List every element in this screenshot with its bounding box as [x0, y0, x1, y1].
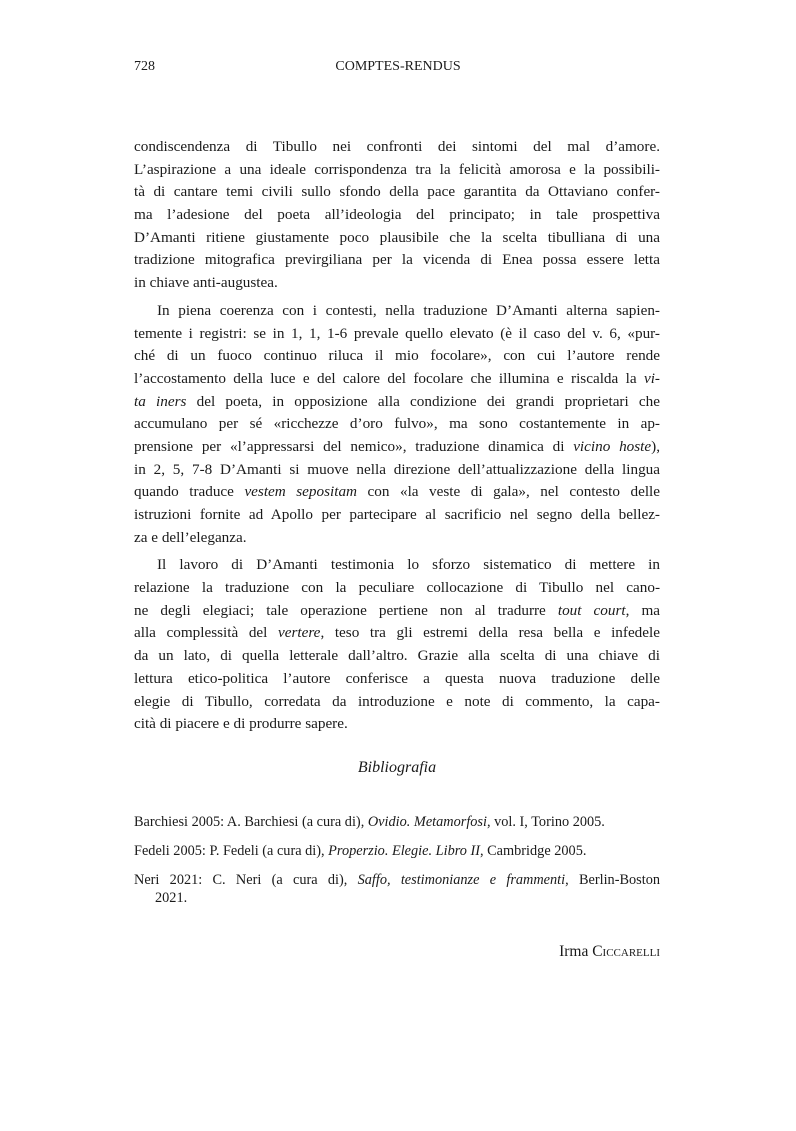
text-segment: za e dell’eleganza. — [134, 528, 247, 546]
bibliography-heading: Bibliografia — [357, 759, 437, 776]
signature-last-name: Ciccarelli — [592, 943, 660, 960]
text-segment: ché di un fuoco continuo riluca il mio focolare», con cui l’autore rende — [134, 347, 660, 365]
entry-continuation: 2021. — [155, 890, 188, 906]
italic-text: vertere — [277, 624, 321, 642]
italic-text: vicino hoste — [573, 437, 652, 455]
text-line — [134, 577, 660, 600]
italic-text: tout court — [557, 601, 626, 619]
text-segment: , vol. I, Torino 2005. — [486, 814, 605, 830]
text-segment: quando traduce — [134, 483, 245, 501]
text-line — [134, 136, 660, 159]
text-line — [134, 527, 660, 550]
paragraph — [134, 300, 660, 550]
text-line — [134, 323, 660, 346]
text-line — [134, 645, 660, 668]
text-segment: alla complessità del — [134, 624, 278, 642]
text-line — [134, 481, 660, 504]
text-segment: D’Amanti ritiene giustamente poco plausibile che la scelta tibulliana di una — [134, 228, 660, 246]
text-segment: del poeta, in opposizione alla condizione dei grandi proprietari che — [186, 392, 660, 410]
text-segment: accumulano per sé «ricchezze d’oro fulvo», ma sono costantemente in ap- — [134, 415, 660, 433]
text-segment: ne degli elegiaci; tale operazione pertiene non al tradurre — [134, 601, 558, 619]
text-segment: tradizione mitografica previrgiliana per la vicenda di Enea possa essere letta — [134, 251, 660, 269]
text-segment: in chiave anti-augustea. — [134, 274, 278, 292]
italic-text: Properzio. Elegie. Libro II — [328, 843, 480, 859]
entry-line — [134, 813, 660, 831]
text-segment: ), — [651, 437, 660, 455]
italic-text: vestem sepositam — [244, 483, 358, 501]
text-line — [134, 459, 660, 482]
text-line — [134, 413, 660, 436]
text-line — [134, 668, 660, 691]
text-segment: , Cambridge 2005. — [480, 843, 587, 859]
text-segment: lettura etico-politica l’autore conferisce a questa nuova traduzione delle — [134, 669, 660, 687]
paragraph — [134, 554, 660, 736]
entry-line — [134, 871, 660, 889]
text-line — [134, 159, 660, 182]
bibliography-entry — [134, 871, 660, 907]
text-line — [134, 181, 660, 204]
text-segment: prensione per «l’appressarsi del nemico», traduzione dinamica di — [134, 437, 574, 455]
text-segment: l’accostamento della luce e del calore del focolare che illumina e riscalda la — [134, 369, 644, 387]
text-line — [134, 622, 660, 645]
text-line — [134, 204, 660, 227]
italic-text: ta iners — [134, 392, 187, 410]
review-body — [134, 136, 660, 741]
italic-text: vi- — [643, 369, 660, 387]
text-segment: Barchiesi 2005: A. Barchiesi (a cura di), — [134, 814, 368, 830]
text-segment: L’aspirazione a una ideale corrispondenza tra la felicità amorosa e la possibili- — [134, 160, 660, 178]
text-segment: da un lato, di quella letterale dall’altro. Grazie alla scelta di una chiave di — [134, 647, 660, 665]
text-segment: con «la veste di gala», nel contesto delle — [357, 483, 661, 501]
bibliography-list — [134, 813, 660, 918]
entry-line — [134, 842, 660, 860]
bibliography-entry — [134, 842, 660, 860]
text-segment: , Berlin-Boston — [565, 872, 660, 888]
text-segment: , teso tra gli estremi della resa bella e infedele — [320, 624, 660, 642]
text-segment: , ma — [625, 601, 661, 619]
text-segment: Fedeli 2005: P. Fedeli (a cura di), — [134, 843, 329, 859]
text-segment: In piena coerenza con i contesti, nella traduzione D’Amanti alterna sapien- — [157, 301, 660, 319]
text-line — [134, 300, 660, 323]
text-line — [134, 713, 660, 736]
text-segment: Il lavoro di D’Amanti testimonia lo sforzo sistematico di mettere in — [157, 556, 660, 574]
text-segment: relazione la traduzione con la peculiare collocazione di Tibullo nel cano- — [134, 579, 660, 597]
text-line — [134, 691, 660, 714]
page-number: 728 — [134, 59, 155, 74]
text-segment: in 2, 5, 7-8 D’Amanti si muove nella direzione dell’attualizzazione della lingua — [134, 460, 660, 478]
text-segment: condiscendenza di Tibullo nei confronti dei sintomi del mal d’amore. — [134, 138, 660, 155]
text-line — [134, 227, 660, 250]
text-segment: ma l’adesione del poeta all’ideologia del principato; in tale prospettiva — [134, 206, 660, 224]
text-line — [134, 272, 660, 295]
text-line — [134, 600, 660, 623]
italic-text: Ovidio. Metamorfosi — [367, 814, 487, 830]
text-segment: istruzioni fornite ad Apollo per partecipare al sacrificio nel segno della bellez- — [134, 506, 660, 523]
bibliography-entry — [134, 813, 660, 831]
text-segment: temente i registri: se in 1, 1, 1-6 prevale quello elevato (è il caso del v. 6, «pur- — [134, 324, 660, 342]
text-line — [134, 391, 660, 414]
text-segment: cità di piacere e di produrre sapere. — [134, 715, 348, 733]
italic-text: Saffo, testimonianze e frammenti — [357, 872, 566, 888]
text-segment: elegie di Tibullo, corredata da introduzione e note di commento, la capa- — [134, 692, 660, 710]
text-segment: tà di cantare temi civili sullo sfondo della pace garantita da Ottaviano confer- — [134, 183, 660, 201]
running-title: COMPTES-RENDUS — [335, 59, 461, 74]
paragraph — [134, 136, 660, 295]
text-line — [134, 345, 660, 368]
text-line — [134, 504, 660, 527]
text-line — [134, 554, 660, 577]
text-line — [134, 436, 660, 459]
author-signature — [559, 943, 660, 961]
text-line — [134, 368, 660, 391]
text-segment: Neri 2021: C. Neri (a cura di), — [134, 872, 358, 888]
text-line — [134, 249, 660, 272]
signature-first-name: Irma — [559, 943, 589, 960]
